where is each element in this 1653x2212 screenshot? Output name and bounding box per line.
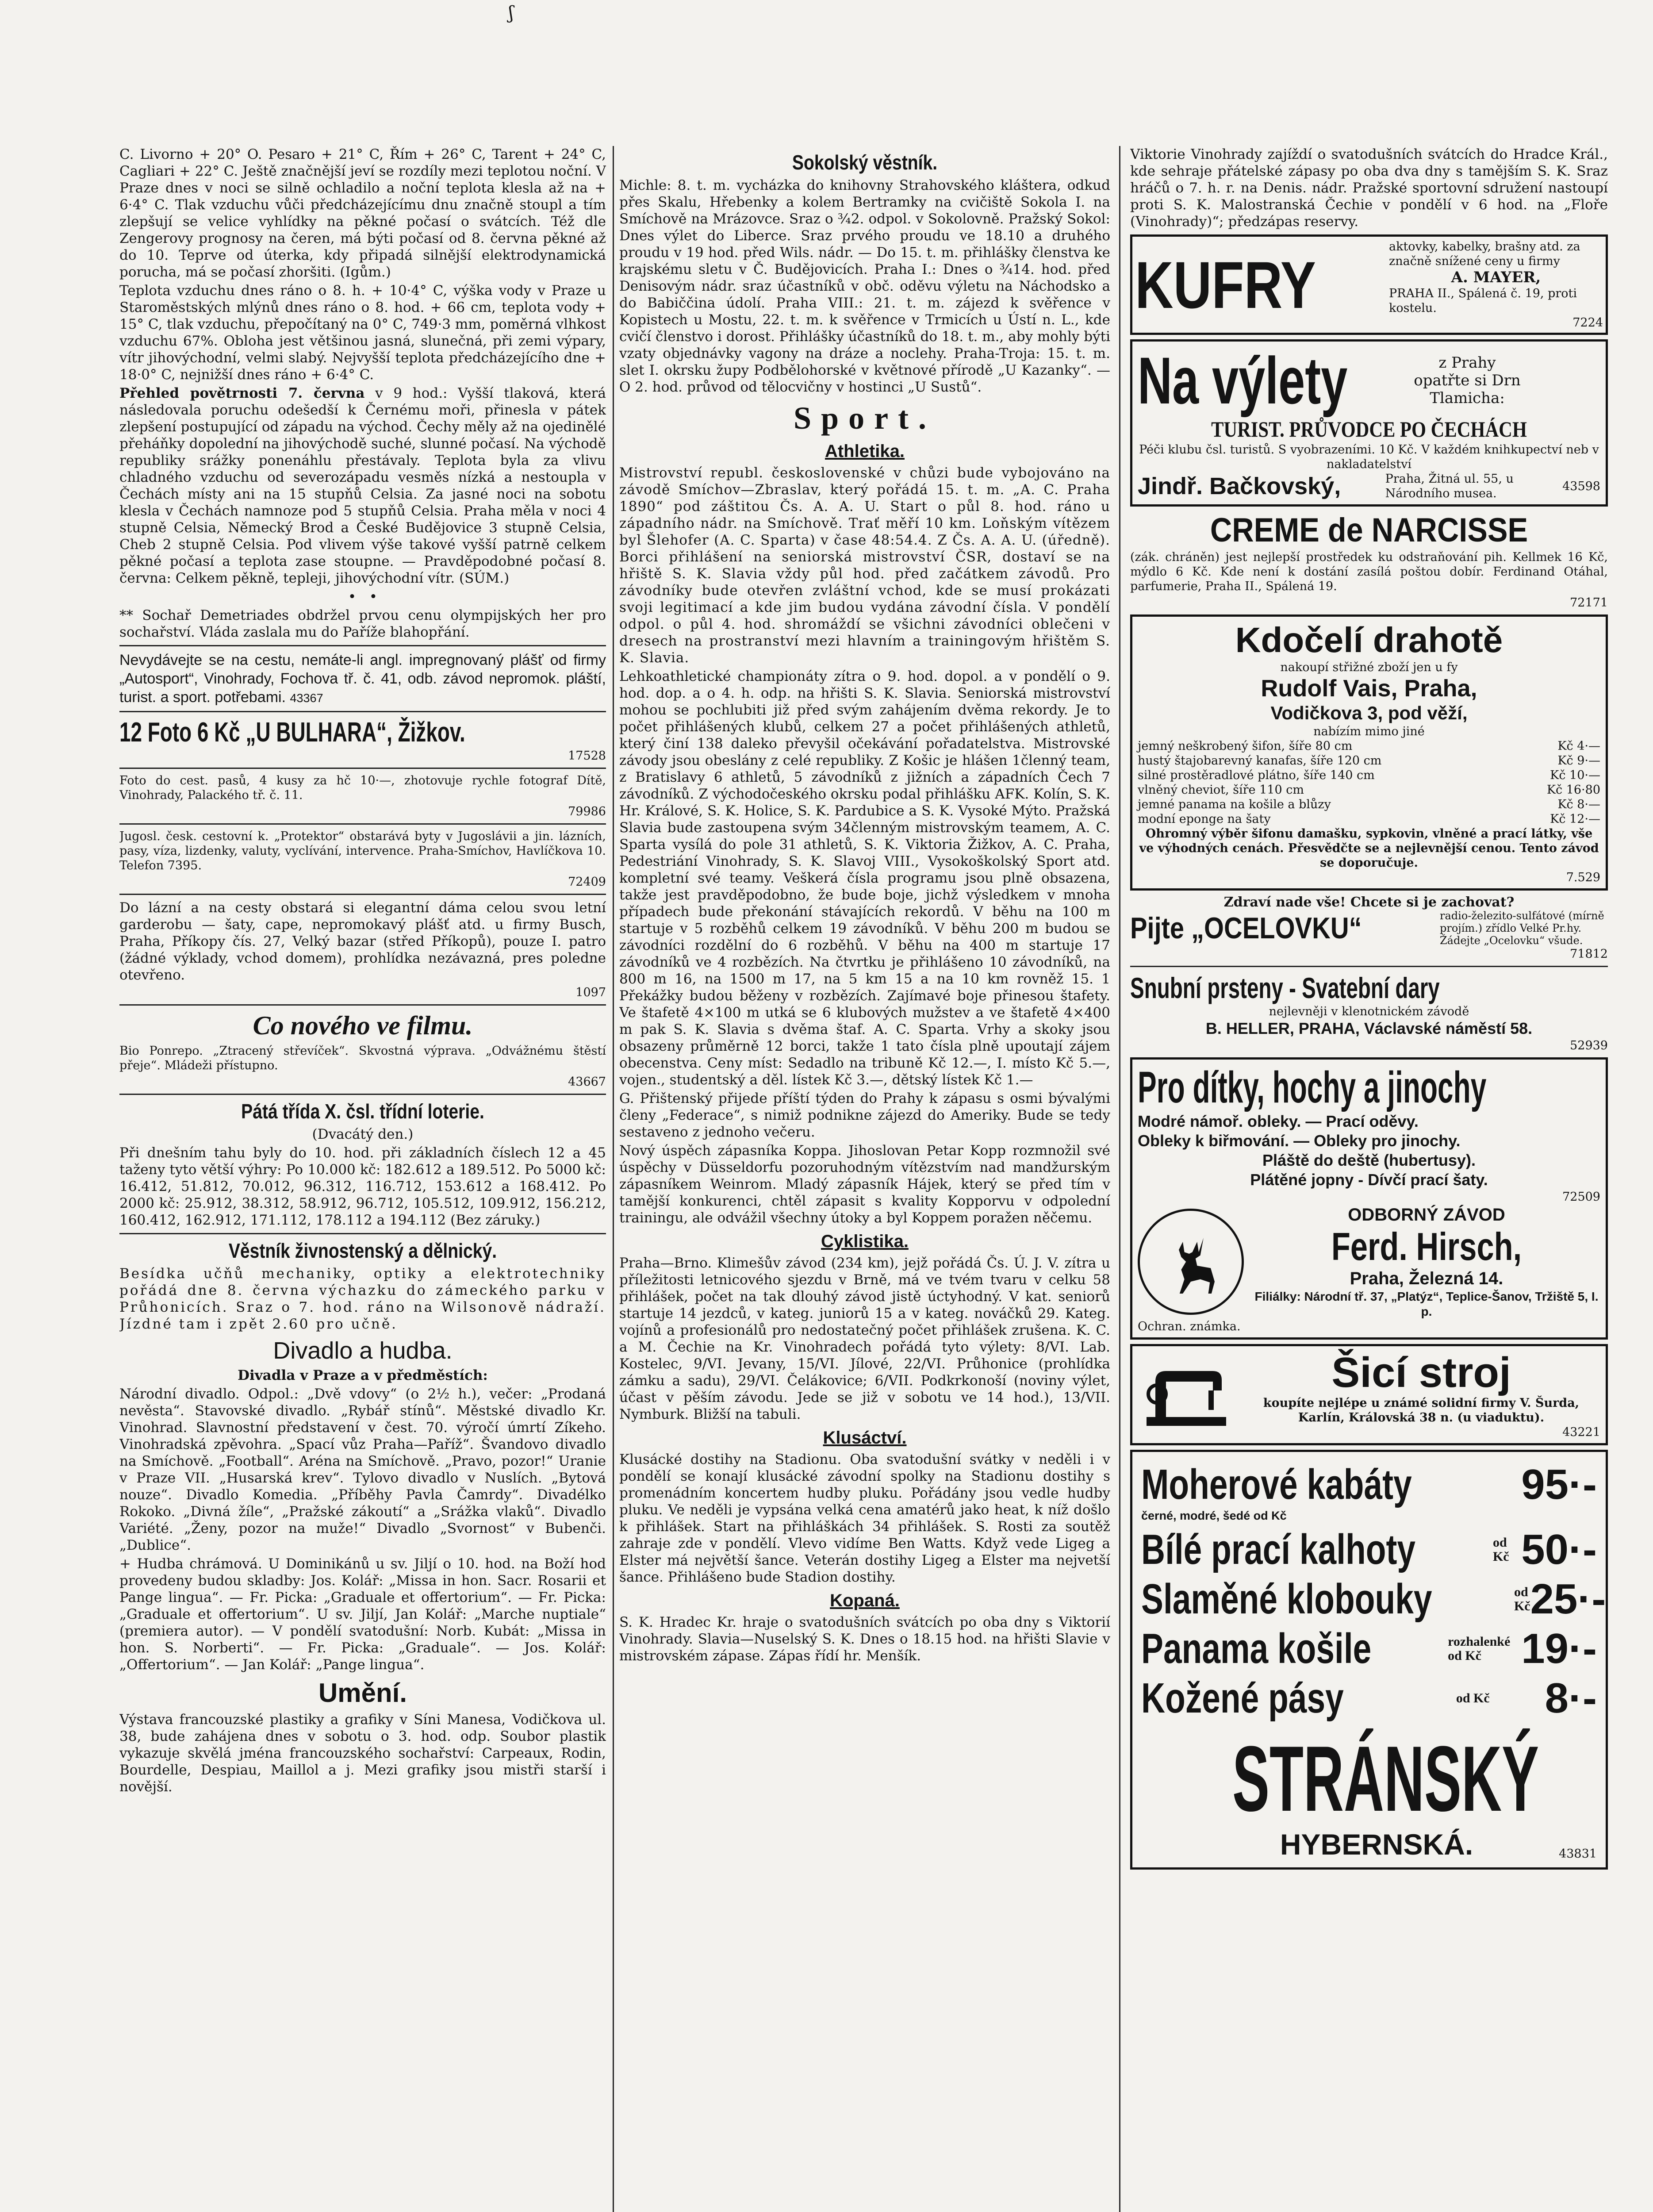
- prodetky-line: Pláště do deště (hubertusy).: [1262, 1151, 1476, 1169]
- hirsch-mark: Ochran. známka.: [1138, 1320, 1241, 1333]
- ad-number: 43831: [1559, 1847, 1597, 1861]
- kufry-details: [1389, 239, 1603, 330]
- ad-number: 71812: [1570, 947, 1608, 961]
- stransky-footer: [1141, 1828, 1597, 1861]
- vylety-firm: Jindř. Bačkovský,: [1138, 473, 1341, 499]
- umeni-heading: Umění.: [318, 1678, 407, 1708]
- ad-number: 43667: [568, 1075, 606, 1089]
- price-value: Kč 9·—: [1557, 754, 1600, 768]
- vylety-ad: [1130, 339, 1608, 507]
- lottery-heading: Pátá třída X. čsl. třídní loterie.: [241, 1100, 484, 1123]
- vestnik-heading: Věstník živnostenský a dělnický.: [228, 1239, 497, 1262]
- kopp-text: Nový úspěch zápasníka Koppa. Jihoslovan Petar Kopp rozmnožil své úspěchy v Düsseldorfu pozoruhodným vítězstvím nad mandžurským zápasníkem Weinrom. Mladý zápasník Hájek, který se před tím v tamější konkurenci, chtěl zápasit s kvality Kopporvu v odpolední trainingu, ale odvážil všechny útoky a byl Koppem poražen něčemu.: [619, 1143, 1110, 1226]
- price-item: jemné panama na košile a blůzy: [1138, 798, 1331, 811]
- foto-pasu-ad: Foto do cest. pasů, 4 kusy za hč 10·—, zhotovuje rychle fotograf Dítě, Vinohrady, Palackého tř. č. 11.: [119, 774, 606, 802]
- lottery-subheading: (Dvacátý den.): [312, 1126, 414, 1142]
- hirsch-address: Praha, Železná 14.: [1350, 1269, 1503, 1288]
- vylety-small: Péči klubu čsl. turistů. S vyobrazeními. 10 Kč. V každém knihkupectví neb v nakladatelství: [1139, 443, 1599, 471]
- hirsch-ad: [1130, 1057, 1608, 1340]
- ad-number: 72509: [1562, 1190, 1600, 1204]
- hirsch-name: Ferd. Hirsch,: [1331, 1225, 1522, 1268]
- price-value: Kč 4·—: [1557, 739, 1600, 753]
- sici-text: koupíte nejlépe u známé solidní firmy V. Šurda, Karlín, Královská 38 n. (u viaduktu).: [1263, 1396, 1580, 1425]
- autosport-ad-text: Nevydávejte se na cestu, nemáte-li angl. impregnovaný plášť od firmy „Autosport“, Vinohrady, Fochova tř. č. 41, odb. závod nepromok. pláští, turist. a sport. potřebami.: [119, 652, 606, 706]
- divider: [119, 894, 606, 895]
- kufry-firm: A. MAYER,: [1451, 269, 1541, 286]
- stransky-item: [1141, 1462, 1597, 1508]
- prsteny-firm: B. HELLER, PRAHA, Václavské náměstí 58.: [1205, 1019, 1533, 1037]
- stransky-item-price: 19·-: [1521, 1625, 1597, 1672]
- sici-title: Šicí stroj: [1331, 1349, 1511, 1396]
- price-value: Kč 16·80: [1546, 783, 1600, 797]
- cyklistika-heading: Cyklistika.: [821, 1232, 909, 1251]
- vais-address: Vodičkova 3, pod věží,: [1270, 703, 1468, 723]
- hirsch-pre: ODBORNÝ ZÁVOD: [1348, 1205, 1505, 1225]
- ad-number: 72171: [1570, 596, 1608, 610]
- vais-offer: nabízím mimo jiné: [1313, 725, 1425, 738]
- ad-number: 7224: [1572, 316, 1603, 330]
- price-value: Kč 10·—: [1550, 768, 1600, 782]
- divadlo-heading: Divadlo a hudba.: [273, 1337, 453, 1364]
- stransky-item: [1141, 1527, 1597, 1573]
- stransky-item-price: 95·-: [1521, 1461, 1597, 1508]
- ocelovka-ad: [1130, 910, 1608, 947]
- price-item: modní eponge na šaty: [1138, 812, 1271, 826]
- column-2: [619, 146, 1110, 2212]
- ad-number: 52939: [1570, 1039, 1608, 1052]
- prsteny-sub: nejlevněji v klenotnickém závodě: [1269, 1005, 1469, 1018]
- column-rule: [1119, 146, 1120, 2212]
- hirsch-text: [1253, 1204, 1600, 1319]
- ink-mark: ʃ: [509, 3, 514, 23]
- kufry-ad: [1130, 234, 1608, 335]
- creme-title: CREME de NARCISSE: [1210, 511, 1528, 549]
- stransky-item: [1141, 1675, 1597, 1721]
- vylety-side: z Prahy opatřte si Drn Tlamicha:: [1414, 354, 1521, 407]
- stransky-ad: [1130, 1450, 1608, 1870]
- stransky-item: [1141, 1626, 1597, 1672]
- ocelovka-side: radio-železito-sulfátové (mírně projím.) zřídlo Velké Pr.hy. Žádejte „Ocelovku“ všude.: [1440, 910, 1604, 947]
- umeni-text: Výstava francouzské plastiky a grafiky v Síni Manesa, Vodičkova ul. 38, bude zahájena dnes v sobotu o 3. hod. odp. Soubor plastik vykazuje skvělá jména francouzského sochařství: Carpeaux, Rodin, Bourdelle, Despiau, Maillol a j. Mezi grafiky jsou mistři starší i novější.: [119, 1712, 606, 1795]
- stransky-item-name: Moherové kabáty: [1141, 1461, 1412, 1508]
- kufry-address: PRAHA II., Spálená č. 19, proti kostelu.: [1389, 287, 1577, 315]
- hirsch-body: [1138, 1204, 1600, 1319]
- stransky-item-od: od Kč: [1514, 1585, 1530, 1613]
- klusactvi-text: Klusácké dostihy na Stadionu. Oba svatodušní svátky v neděli i v pondělí se konají klusácké závodní spolky na Stadionu dostihy s promenádním koncertem hudby pluku. Pořádány jsou vedle hudby pluku. Ve neděli je vypsána velká cena amatérů jako heat, k níž došlo k přihlášek. Start na přihláškách 34 přihlášek. S. Rosti za soutěž zahraje zde v pondělí. Vlevo vidíme Ben Watts. Když vede Ligeg a Elster má největší šance. Veterán dostihy Ligeg a Elster ma nejvetší šance. Přihlášeno bude Stadion dostihy.: [619, 1452, 1110, 1585]
- stransky-item-price: 25·-: [1530, 1575, 1606, 1623]
- ad-number: 79986: [568, 805, 606, 818]
- prodetky-line: Plátěné jopny - Dívčí prací šaty.: [1250, 1171, 1488, 1189]
- stransky-item: [1141, 1575, 1606, 1623]
- prsteny-title: Snubní prsteny - Svatební dary: [1130, 972, 1440, 1004]
- stransky-item-name: Kožené pásy: [1141, 1674, 1344, 1722]
- klusactvi-heading: Klusáctví.: [823, 1428, 907, 1448]
- price-value: Kč 12·—: [1550, 812, 1600, 826]
- hudba-text: + Hudba chrámová. U Dominikánů u sv. Jiljí o 10. hod. na Boží hod provedeny budou skladby: Jos. Kolář: „Missa in hon. Sacr. Rosarii et Pange lingua“. — Fr. Picka: „Graduale et offertorium“. — Fr. Picka: „Graduale et offertorium“. U sv. Jiljí, Jan Kolář: „Marche nuptiale“ (premiera autor). — V pondělí svatodušní: Norb. Kubát: „Missa in hon. S. Norberti“. — Fr. Picka: „Graduale“. — Jos. Kolář: „Offertorium“. — Jan Kolář: „Pange lingua“.: [119, 1556, 606, 1673]
- vais-ad: [1130, 614, 1608, 891]
- deer-icon: [1151, 1222, 1231, 1302]
- price-row: [1138, 753, 1600, 768]
- prodetky-title: Pro dítky, hochy a jinochy: [1138, 1063, 1487, 1112]
- bio-ponrepo: Bio Ponrepo. „Ztracený střevíček“. Skvostná výprava. „Odvážnému štěstí přeje“. Mládeži přístupno.: [119, 1044, 606, 1072]
- divider: [119, 1233, 606, 1234]
- athletika-heading: Athletika.: [825, 442, 905, 461]
- kopana-text: S. K. Hradec Kr. hraje o svatodušních svátcích po oba dny s Viktorií Vinohrady. Slavia—Nuselský S. K. Dnes o 18.15 hod. na hřišti Slavie v mistrovském zápase. Zápas řídí hr. Menšík.: [619, 1614, 1110, 1664]
- stransky-item-name: Bílé prací kalhoty: [1141, 1526, 1416, 1573]
- prodetky-line: Obleky k biřmování. — Obleky pro jinochy.: [1138, 1132, 1461, 1150]
- stransky-item-price: 8·-: [1545, 1674, 1597, 1722]
- price-item: vlněný cheviot, šíře 110 cm: [1138, 783, 1304, 797]
- ad-number: 43367: [290, 691, 323, 705]
- ad-number: 1097: [575, 986, 606, 999]
- price-row: [1138, 739, 1600, 753]
- ad-number: 7.529: [1566, 871, 1600, 884]
- vylety-address: Praha, Žitná ul. 55, u Národního musea.: [1385, 472, 1514, 500]
- weather-overview-title: Přehled povětrnosti 7. června: [119, 385, 365, 401]
- vylety-top: [1138, 345, 1600, 416]
- athletika-text: Mistrovství republ. československé v chůzi bude vybojováno na závodě Smíchov—Zbraslav, který pořádá 15. t. m. „A. C. Praha 1890“ pod záštitou Čs. A. A. U. Start o půl 8. hod. ráno u západního nádr. na Smíchově. Trať měří 10 km. Loňským vítězem byl Šlehofer (A. C. Sparta) v čase 48:54.4. Z Čs. A. A. U. (úředně). Borci přihlášení na seniorská mistrovství ČSR, dostaví se na hřiště S. K. Slavia vždy půl hod. před začátkem závodů. Pro závodníky bude otevřen zvláštní vchod, kde se musí prokázati svoji legitimací a kde jim budou vydána závodní čísla. V pondělí odpol. o půl 4. hod. shromáždí se všichni závodníci oblečeni v dresech na prostranství mezi hlavním a trainingovým hřištěm S. K. Slavia.: [619, 465, 1110, 666]
- ad-number: 43221: [1562, 1425, 1600, 1439]
- pristensky-text: G. Přištenský přijede příští týden do Prahy k zápasu s osmi bývalými členy „Federace“, s nimiž podnikne zájezd do Ameriky. Bude se tedy sestaveno z jednoho večeru.: [619, 1091, 1110, 1140]
- protektor-ad: Jugosl. česk. cestovní k. „Protektor“ obstarává byty v Jugoslávii a jin. lázních, pasy, víza, lizdenky, valuty, vyclívání, intervence. Praha-Smíchov, Havlíčkova 10. Telefon 7395.: [119, 830, 606, 872]
- stransky-item-od: od Kč: [1456, 1691, 1490, 1705]
- sokolsky-heading: Sokolský věstník.: [792, 151, 938, 174]
- divider: [119, 823, 606, 825]
- ad-number: 43598: [1562, 479, 1600, 493]
- foto-bulhara-ad: 12 Foto 6 Kč „U BULHARA“, Žižkov.: [119, 717, 465, 748]
- hirsch-filial: Filiálky: Národní tř. 37, „Platýz“, Teplice-Šanov, Tržiště 5, I. p.: [1254, 1290, 1599, 1318]
- kufry-word: KUFRY: [1135, 247, 1316, 322]
- divider: [119, 1004, 606, 1006]
- sici-stroj-ad: [1130, 1344, 1608, 1445]
- temperature-paragraph: Teplota vzduchu dnes ráno o 8. h. + 10·4° C, výška vody v Praze u Staroměstských mlýnů dnes ráno o 8. hod. + 66 cm, teplota vody + 15° C, tlak vzduchu, přepočítaný na 0° C, 749·3 mm, poměrná vlhkost vzduchu 67%. Obloha jest většinou jasná, slunečná, při zemi výpary, vítr jihovýchodní, velmi slabý. Nejvyšší teplota předcházejícího dne + 18·0° C, nejnižší dnes ráno + 6·4° C.: [119, 283, 606, 383]
- ocelovka-title: Pijte „OCELOVKU“: [1130, 911, 1362, 945]
- sewing-machine-icon: [1138, 1355, 1235, 1435]
- price-item: jemný neškrobený šifon, šíře 80 cm: [1138, 739, 1353, 753]
- kopana-heading: Kopaná.: [830, 1591, 900, 1610]
- divider: [119, 711, 606, 712]
- price-row: [1138, 783, 1600, 797]
- weather-overview: [119, 385, 606, 587]
- stransky-item-price: 50·-: [1521, 1526, 1597, 1573]
- sokolsky-text: Michle: 8. t. m. vycházka do knihovny Strahovského kláštera, odkud přes Skalu, Hřebenky a kolem Bertramky na cvičiště Sokola I. na Smíchově na Mrázovce. Sraz o ¾2. odpol. v Sokolovně. Pražský Sokol: Dnes výlet do Liberce. Sraz prvého proudu ve 18.10 a druhého proudu v 19 hod. před Wils. nádr. — Do 15. t. m. přihlášky členstva ke krajskému sletu v Č. Budějovicích. Praha I.: Dnes o ¾14. hod. před Denisovým nádr. sraz účastníků v obč. oděvu výletu na Náchodsko a do Babiččina údolí. Praha VIII.: 21. t. m. zájezd k svěřence v Kopistech u Mostu, 22. t. m. k svěřence v Trmicích u Ústí n. L., kde cvičí členstvo i dorost. Přihlášky účastníků do 18. t. m., aby mohly býti vzaty objednávky vagony na dráze a noclehy. Praha-Troja: 15. t. m. slet I. okrsku župy Podbělohorské v květnové přírodě „U Kazanky“. — O 2. hod. průvod od tělocvičny v hostinci „U Sustů“.: [619, 177, 1110, 395]
- weather-overview-text: v 9 hod.: Vyšší tlaková, která následovala poruchu odešedší k Černému moři, přinesla v pátek zlepšení postupující od západu na východ. Čechy měly až na ojedinělé přeháňky dopolední na jihovýchodě suché, slunné počasí. Na východě republiky srážky ponenáhlu přestávaly. Teplota byla za vlivu chladného vzduchu od severozápadu vesměs nízká a nestoupla v Čechách místy ani na 15 stupňů Celsia. Za jasné noci na sobotu klesla v Čechách namnoze pod 5 stupňů Celsia. Praha měla v noci 4 stupně Celsia, Německý Brod a České Budějovice 3 stupně Celsia, Cheb 2 stupně Celsia. Pod vlivem výše takové vyšší patrně celkem pěkné počasí a teplota zase stoupne. — Pravděpodobné počasí 8. června: Celkem pěkně, tepleji, jihovýchodní vítr. (SÚM.): [119, 385, 606, 586]
- ad-number: 72409: [568, 875, 606, 889]
- divider: [119, 768, 606, 769]
- vais-name: Rudolf Vais, Praha,: [1261, 675, 1477, 702]
- stransky-item-name: Slaměné klobouky: [1141, 1575, 1432, 1623]
- column-rule: [613, 146, 614, 2212]
- vylety-bottom: [1138, 472, 1600, 501]
- divider: [1130, 966, 1608, 967]
- divadlo-subheading: Divadla v Praze a v předměstích:: [238, 1367, 488, 1383]
- sport-heading: Sport.: [793, 400, 936, 436]
- price-row: [1138, 768, 1600, 783]
- film-heading: Co nového ve filmu.: [253, 1011, 473, 1040]
- cyklistika-text: Praha—Brno. Klimešův závod (234 km), jejž pořádá Čs. Ú. J. V. zítra u příležitosti letnicového sjezdu v Brně, má ve tvém tvaru v celku 58 přihlášek, počet na tak dlouhý závod jistě úctyhodný. V kat. seniorů startuje 14 jezdců, v kateg. juniorů 15 a v kateg. nováčků 29. Kateg. vojínů a profesionálů pro nedostatečný počet přihlášek zrušena. K. C. a M. Čechie na Kr. Vinohradech pořádá tyto výlety: 8/VI. Lab. Kostelec, 9/VI. Jevany, 15/VI. Jílové, 22/VI. Průhonice (prohlídka zámku a sadu), 29/VI. Čelákovice; 6/VII. Podkrkonoší (noviny výlet, účast v pěším závodu. Jede se již v sobotu ve 14 hod.), 13/VII. Nymburk. Bližší na tabuli.: [619, 1255, 1110, 1422]
- price-row: [1138, 812, 1600, 826]
- price-item: hustý štajobarevný kanafas, šíře 120 cm: [1138, 754, 1382, 768]
- lehkoathletika-text: Lehkoathletické championáty zítra o 9. hod. dopol. a v pondělí o 9. hod. dop. a o 4. h. odp. na hřišti S. K. Slavia. Seniorská mistrovství mohou se pochlubiti již před svým zahájením dvěma rekordy. Je to počet přihlášených klubů, celkem 27 a počet přihlášených athletů, který činí 138 daleko převyšil očekávání pořadatelstva. Mistrovské závody jsou obeslány z celé republiky. Z Košic je hlášen 1členný team, z Bratislavy 6 athletů, 5 závodníků z jižních a západních Čech 7 závodníků. Z východočeského okrsku podal přihlášku AFK. Kolín, S. K. Hr. Králové, S. K. Holice, S. K. Pardubice a S. K. Vysoké Mýto. Pražská Slavia bude zastoupena svým 34členným mistrovským teamem, A. C. Sparta vysílá do pole 31 athletů, S. K. Viktoria Žižkov, A. C. Praha, Pedestriání Vinohrady, S. K. Slavoj VIII., Vysokoškolský Sport atd. kompletní své teamy. Veškerá čísla programu jsou plně obsazena, takže jest pravděpodobno, že bude boje, jichž výsledkem v mnoha případech bude překonání stávajících rekordů. V běhu na 100 m startuje v 5 rozběhů celkem 19 závodníků. V běhu 200 m budou se závodníci rozdělní do 6 rozběhů. V běhu na 400 m startuje 17 závodníků ve 4 rozbězích. Na čtvrtku je přihlášeno 10 závodníků, na 800 m 16, na 1500 m 17, na 5 km 15 a na 10 km rovněž 15. 1 Překážky budou běženy v rozbězích. Zajímavé boje přinesou štafety. Ve štafetě 4×100 m utká se 6 klubových mužstev a ve štafetě 4×400 m pak S. K. Slavia s dvěma štaf. A. C. Sparta. Vrhy a skoky jsou obsazeny průměrně 12 borci, takže 1 tato čísla plně upoutají zájem obecenstva. Ceny míst: Sedadlo na tribuně Kč 12.—, I. místo Kč 5.—, vojen., studentský a děl. lístek Kč 3.—, dětský lístek Kč 1.—: [619, 668, 1110, 1088]
- sculptor-paragraph: ** Sochař Demetriades obdržel prvou cenu olympijských her pro sochařství. Vláda zaslala mu do Paříže blahopřání.: [119, 607, 606, 640]
- kufry-side-text: aktovky, kabelky, brašny atd. za značně snížené ceny u firmy: [1389, 240, 1580, 268]
- zdravi-line: Zdraví nade vše! Chcete si je zachovat?: [1223, 895, 1515, 910]
- autosport-ad: [119, 651, 606, 707]
- stransky-item-od: rozhalenké od Kč: [1448, 1634, 1511, 1663]
- stransky-item-name: Panama košile: [1141, 1625, 1372, 1672]
- divadlo-list: Národní divadlo. Odpol.: „Dvě vdovy“ (o 2½ h.), večer: „Prodaná nevěsta“. Stavovské divadlo. „Rybář stínů“. Městské divadlo Kr. Vinohrad. Slavnostní představení v čest. 70. výročí úmrtí Zíkeho. Vinohradská zpěvohra. „Spací vůz Praha—Paříž“. Švandovo divadlo na Smíchově. „Football“. Aréna na Smíchově. „Pravo, pozor!“ Uranie v Praze VII. „Husarská krev“. Tylovo divadlo v Nuslích. „Bytová nouze“. Divadlo Komedia. „Příběhy Pavla Čamrdy“. Divadélko Rokoko. „Divná žíle“, „Pražské zákoutí“ a „Srážka vlaků“. Divadlo Variété. „Ženy, pozor na muže!“ Divadlo „Svornost“ v Bubenči. „Dublice“.: [119, 1386, 606, 1553]
- divider: [119, 1094, 606, 1095]
- sici-text-block: [1242, 1350, 1600, 1440]
- vais-price-list: [1138, 739, 1600, 826]
- kdoceli-title: Kdočelí drahotě: [1235, 620, 1503, 660]
- price-value: Kč 8·—: [1557, 798, 1600, 811]
- vestnik-text: Besídka učňů mechaniky, optiky a elektrotechniky pořádá dne 8. června výchazku do zámeckého parku v Průhonicích. Sraz o 7. hod. ráno na Wilsonově nádraží. Jízdné tam i zpět 2.60 pro učně.: [119, 1266, 606, 1332]
- kdoceli-sub: nakoupí střižné zboží jen u fy: [1280, 661, 1458, 674]
- price-row: [1138, 797, 1600, 812]
- stransky-address: HYBERNSKÁ.: [1280, 1828, 1473, 1861]
- vais-footer: Ohromný výběr šifonu damašku, sypkovin, vlněné a prací látky, vše ve výhodných cenách. Přesvědčte se a nejlevnější cenou. Tento závod se doporučuje.: [1139, 827, 1599, 870]
- prodetky-line: Modré námoř. obleky. — Prací oděvy.: [1138, 1112, 1419, 1130]
- busch-ad: Do lázní a na cesty obstará si elegantní dáma celou svou letní garderobu — šaty, cape, nepromokavý plášť atd. u firmy Busch, Praha, Příkopy čís. 27, Velký bazar (střed Příkopů), pouze I. patro (žádné výklady, vchod domem), prohlídka nezávazná, pres poledne otevřeno.: [119, 900, 606, 983]
- separator-dots: • •: [348, 589, 378, 605]
- stransky-item-od: od Kč: [1492, 1535, 1509, 1564]
- creme-text: (zák. chráněn) jest nejlepší prostředek ku odstraňování pih. Kellmek 16 Kč, mýdlo 6 Kč. Kde není k dostání zasílá poštou dobír. Ferdinand Otáhal, parfumerie, Praha II., Spálená 19.: [1130, 550, 1608, 593]
- vylety-big: Na výlety: [1138, 343, 1348, 418]
- stransky-moher-sub: černé, modré, šedé od Kč: [1141, 1509, 1287, 1522]
- viktorie-text: Viktorie Vinohrady zajíždí o svatodušních svátcích do Hradce Král., kde sehraje přátelské zápasy po oba dva dny s tamějším S. K. Sraz hráčů o 7. h. r. na Denis. nádr. Pražské sportovní sdružení nastoupí proti S. K. Malostranská Čechie v pondělí v 6 hod. na „Floře (Vinohrady)“; předzápas reservy.: [1130, 146, 1608, 230]
- ad-number: 17528: [568, 749, 606, 763]
- vylety-sub: TURIST. PRŮVODCE PO ČECHÁCH: [1211, 417, 1527, 442]
- deer-trademark-icon: [1138, 1209, 1244, 1315]
- lottery-text: Při dnešním tahu byly do 10. hod. při základních číslech 12 a 45 taženy tyto větší výhry: Po 10.000 kč: 182.612 a 189.512. Po 5000 kč: 16.412, 51.812, 70.012, 96.312, 116.712, 153.612 a 168.412. Po 2000 kč: 25.912, 38.312, 58.912, 96.712, 105.512, 109.912, 156.212, 160.412, 162.912, 171.112, 178.112 a 194.112 (Bez záruky.): [119, 1145, 606, 1228]
- divider: [119, 645, 606, 646]
- stransky-name: STRÁNSKÝ: [1232, 1727, 1539, 1831]
- weather-paragraph: C. Livorno + 20° O. Pesaro + 21° C, Řím + 26° C, Tarent + 24° C, Cagliari + 22° C. Ještě značnější jeví se rozdíly mezi teplotou noční. V Praze dnes v noci se silně ochladilo a noční teplota klesla až na + 6·4° C. Tlak vzduchu vůči předcházejícímu dnu značně stoupl a tím zlepšují se velice vyhlídky na pěkné počasí o svátcích. Též dle Zengerovy prognosy na čeren, má býti počasí od 8. června pěkné až do 10. Teprve od úterka, kdy připadá silnější elektrodynamická porucha, má se počasí zhoršiti. (Igům.): [119, 146, 606, 280]
- column-1: [119, 146, 606, 2212]
- price-item: silné prostěradlové plátno, šíře 140 cm: [1138, 768, 1375, 782]
- column-3: [1130, 146, 1608, 2212]
